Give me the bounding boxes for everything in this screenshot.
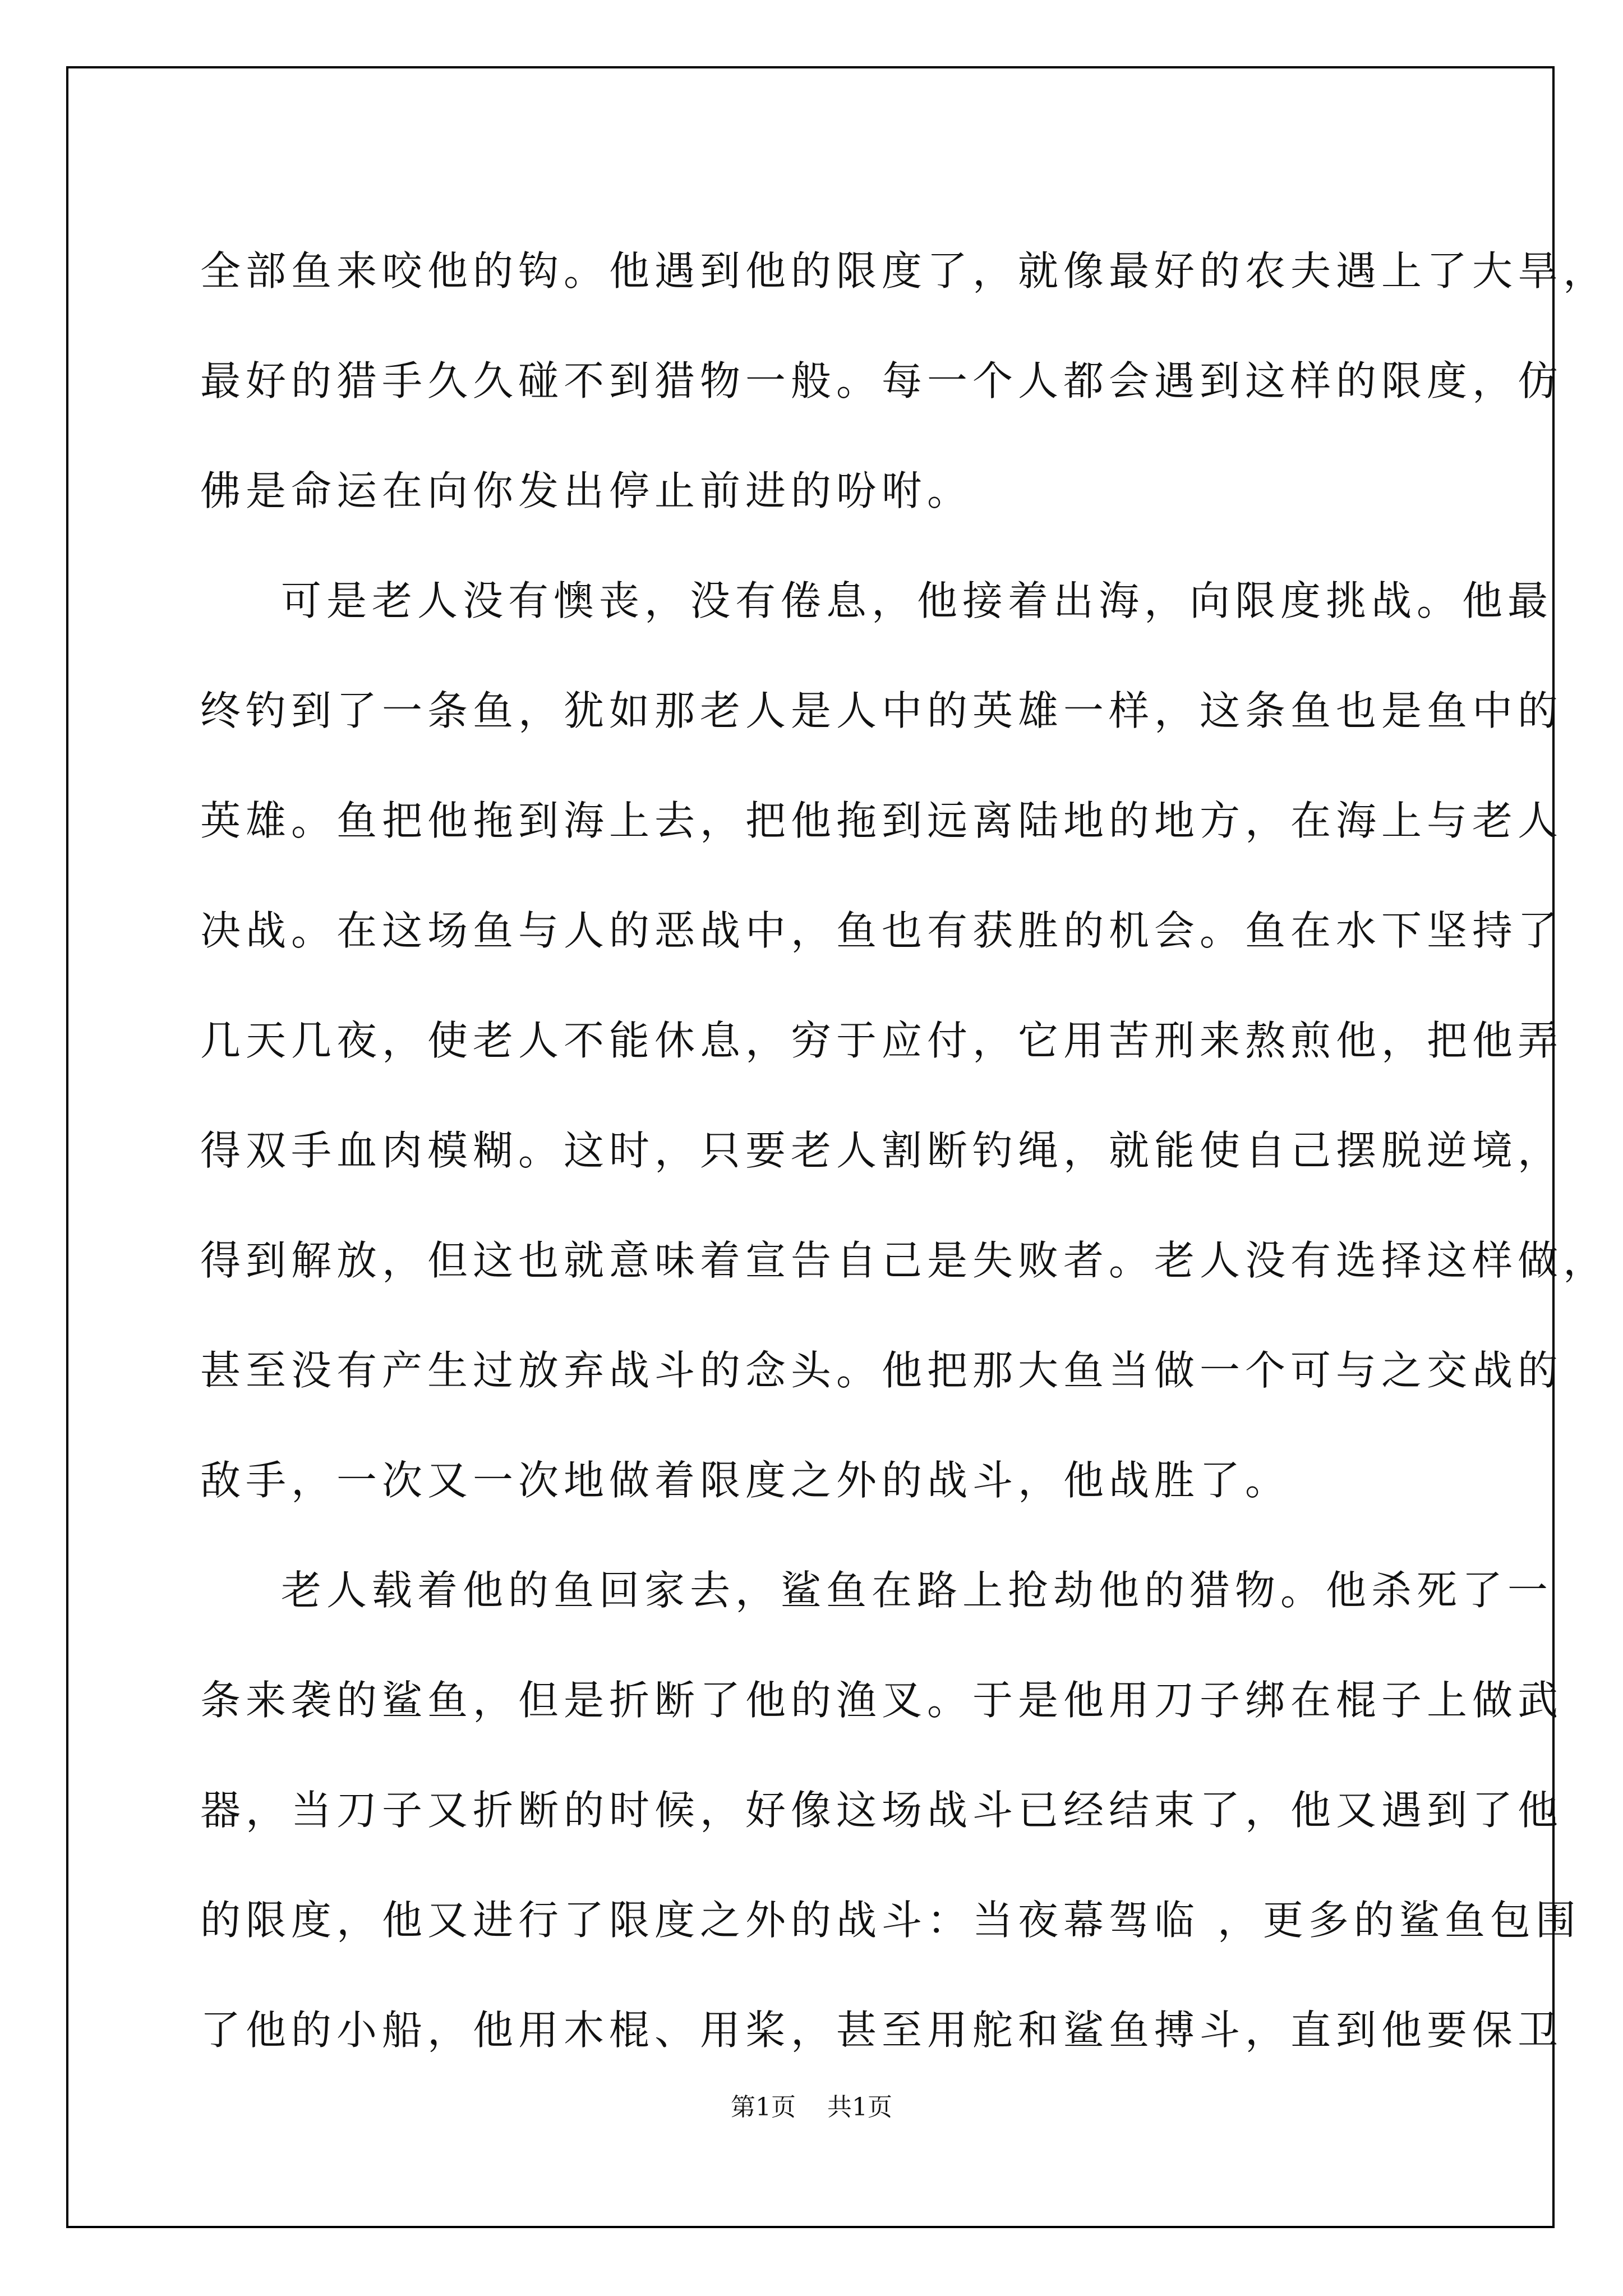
paragraph-start-line: 可是老人没有懊丧，没有倦息，他接着出海，向限度挑战。他最 (281, 577, 1553, 624)
text-line: 得双手血肉模糊。这时，只要老人割断钓绳，就能使自己摆脱逆境， (200, 1127, 1564, 1174)
text-line: 几天几夜，使老人不能休息，穷于应付，它用苦刑来熬煎他，把他弄 (200, 1017, 1564, 1064)
page-footer (0, 2087, 1623, 2123)
text-line: 敌手，一次又一次地做着限度之外的战斗，他战胜了。 (200, 1457, 1291, 1504)
page-total: 共1页 (827, 2093, 892, 2122)
text-line: 终钓到了一条鱼，犹如那老人是人中的英雄一样，这条鱼也是鱼中的 (200, 687, 1564, 734)
text-line: 决战。在这场鱼与人的恶战中，鱼也有获胜的机会。鱼在水下坚持了 (200, 907, 1564, 954)
text-line: 了他的小船，他用木棍、用桨，甚至用舵和鲨鱼搏斗，直到他要保卫 (200, 2007, 1564, 2054)
text-line: 英雄。鱼把他拖到海上去，把他拖到远离陆地的地方，在海上与老人 (200, 797, 1564, 844)
text-line: 的限度，他又进行了限度之外的战斗：当夜幕驾临 ，更多的鲨鱼包围 (200, 1897, 1581, 1944)
text-line: 最好的猎手久久碰不到猎物一般。每一个人都会遇到这样的限度，仿 (200, 357, 1564, 404)
text-line: 甚至没有产生过放弃战斗的念头。他把那大鱼当做一个可与之交战的 (200, 1347, 1564, 1394)
text-line: 器，当刀子又折断的时候，好像这场战斗已经结束了，他又遇到了他 (200, 1787, 1564, 1834)
text-line: 全部鱼来咬他的钩。他遇到他的限度了，就像最好的农夫遇上了大旱， (200, 247, 1609, 295)
text-line: 得到解放，但这也就意味着宣告自己是失败者。老人没有选择这样做， (200, 1237, 1609, 1284)
document-body (200, 216, 1609, 2085)
text-line: 佛是命运在向你发出停止前进的吩咐。 (200, 467, 973, 514)
page-number: 第1页 (731, 2093, 796, 2122)
paragraph-start-line: 老人载着他的鱼回家去，鲨鱼在路上抢劫他的猎物。他杀死了一 (281, 1567, 1553, 1614)
text-line: 条来袭的鲨鱼，但是折断了他的渔叉。于是他用刀子绑在棍子上做武 (200, 1677, 1564, 1724)
